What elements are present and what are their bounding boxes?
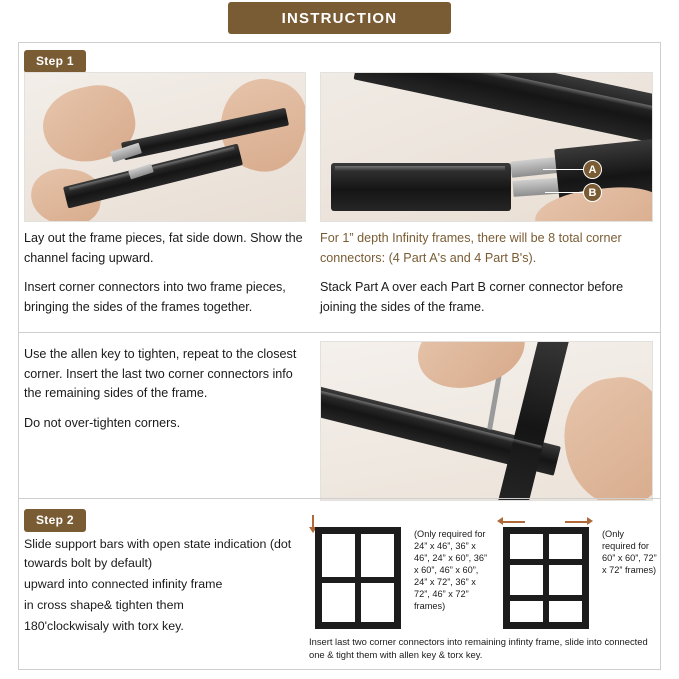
step1-right-paragraph-1: For 1” depth Infinity frames, there will be 8 total corner connectors: (4 Part A's and 4 Part B's). [320,231,622,265]
step1-tighten-paragraph: Use the allen key to tighten, repeat to the closest corner. Insert the last two corner connectors info the remaining sides of the frame. [24,347,297,400]
step2-paragraph-3: in cross shape& tighten them [24,598,184,612]
section-divider-2 [19,498,660,499]
callout-badge-b: B [583,183,602,202]
diagram-horizontal-bar-bottom [503,595,589,601]
diagram-horizontal-bar-top [503,559,589,565]
frame-piece-highlight [335,166,505,171]
diagram-vertical-bar [543,527,549,629]
frame-diagram-double-crossbar [497,515,595,633]
step1-left-text-2 [24,345,310,433]
arrow-right-icon [587,517,593,525]
arrow-stem-horizontal [503,521,525,523]
step-2-badge: Step 2 [24,509,86,532]
instruction-banner [228,2,451,34]
step1-warning-paragraph: Do not over-tighten corners. [24,415,181,430]
step1-right-text [320,229,653,317]
photo-frame-layout [24,72,306,222]
step1-right-paragraph-2: Stack Part A over each Part B corner connector before joining the sides of the frame. [320,280,624,314]
frame-diagram-single-crossbar [309,515,407,633]
arrow-stem-horizontal-2 [565,521,587,523]
arrow-left-icon [497,517,503,525]
section-divider-1 [19,332,660,333]
callout-badge-a: A [583,160,602,179]
step1-left-text [24,229,310,317]
page-title: INSTRUCTION [281,9,398,27]
diagram-footer-note: Insert last two corner connectors into remaining infinty frame, slide into connected one & tight them with allen key & torx key. [309,636,648,660]
step2-paragraph-4: 180'clockwisaly with torx key. [24,619,184,633]
step2-text [24,535,304,636]
step2-paragraph-1: Slide support bars with open state indication (dot towards bolt by default) [24,537,292,570]
photo-allen-key-tightening [320,341,653,501]
step1-left-paragraph-1: Lay out the frame pieces, fat side down. Show the channel facing upward. [24,231,303,265]
step-1-badge: Step 1 [24,50,86,73]
photo-connector-parts [320,72,653,222]
step1-left-paragraph-2: Insert corner connectors into two frame pieces, bringing the sides of the frames together. [24,280,286,314]
step2-paragraph-2: upward into connected infinity frame [24,577,223,591]
diagram-note-1: (Only required for 24” x 46”, 36” x 46”, 24” x 60”, 36” x 60”, 46” x 60”, 24” x 72”, 36” x 72”, 46” x 72” frames) [414,529,488,611]
diagram-note-2: (Only required for 60” x 60”, 72” x 72” frames) [602,529,657,575]
diagram-horizontal-bar [315,577,401,583]
